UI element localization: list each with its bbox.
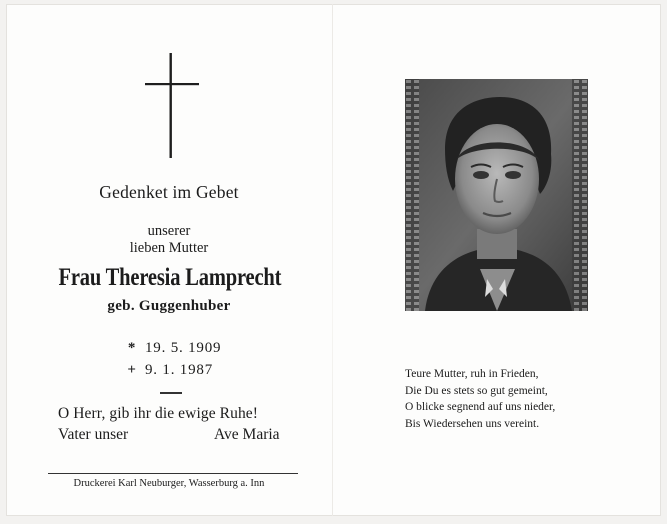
death-symbol: + — [127, 362, 137, 378]
prayer-line: O Herr, gib ihr die ewige Ruhe! — [58, 405, 259, 422]
footer-rule — [48, 473, 298, 474]
poem-line: Die Du es stets so gut gemeint, — [405, 384, 548, 397]
poem-line: Teure Mutter, ruh in Frieden, — [405, 368, 539, 380]
birth-date: 19. 5. 1909 — [145, 340, 222, 356]
deceased-name: Frau Theresia Lamprecht — [58, 264, 282, 291]
cross-icon — [142, 53, 202, 158]
text-lieben-mutter: lieben Mutter — [129, 240, 209, 256]
vater-unser: Vater unser — [58, 426, 129, 443]
maiden-name: geb. Guggenhuber — [107, 298, 231, 314]
birth-symbol: * — [127, 340, 137, 356]
memorial-card — [6, 4, 661, 516]
life-dates — [127, 337, 221, 381]
birth-row — [127, 337, 221, 359]
poem — [405, 366, 555, 432]
heading: Gedenket im Gebet — [99, 182, 239, 202]
divider-dash — [160, 392, 182, 394]
text-unserer: unserer — [147, 223, 191, 239]
death-date: 9. 1. 1987 — [145, 362, 213, 378]
poem-line: O blicke segnend auf uns nieder, — [405, 401, 556, 413]
poem-line: Bis Wiedersehen uns vereint. — [405, 417, 540, 430]
printer-credit: Druckerei Karl Neuburger, Wasserburg a. Inn — [73, 478, 265, 489]
right-panel — [333, 4, 661, 516]
left-panel — [6, 4, 332, 516]
portrait-photo — [405, 79, 588, 311]
portrait-image — [405, 79, 588, 311]
death-row — [127, 359, 221, 381]
ave-maria: Ave Maria — [214, 426, 280, 443]
